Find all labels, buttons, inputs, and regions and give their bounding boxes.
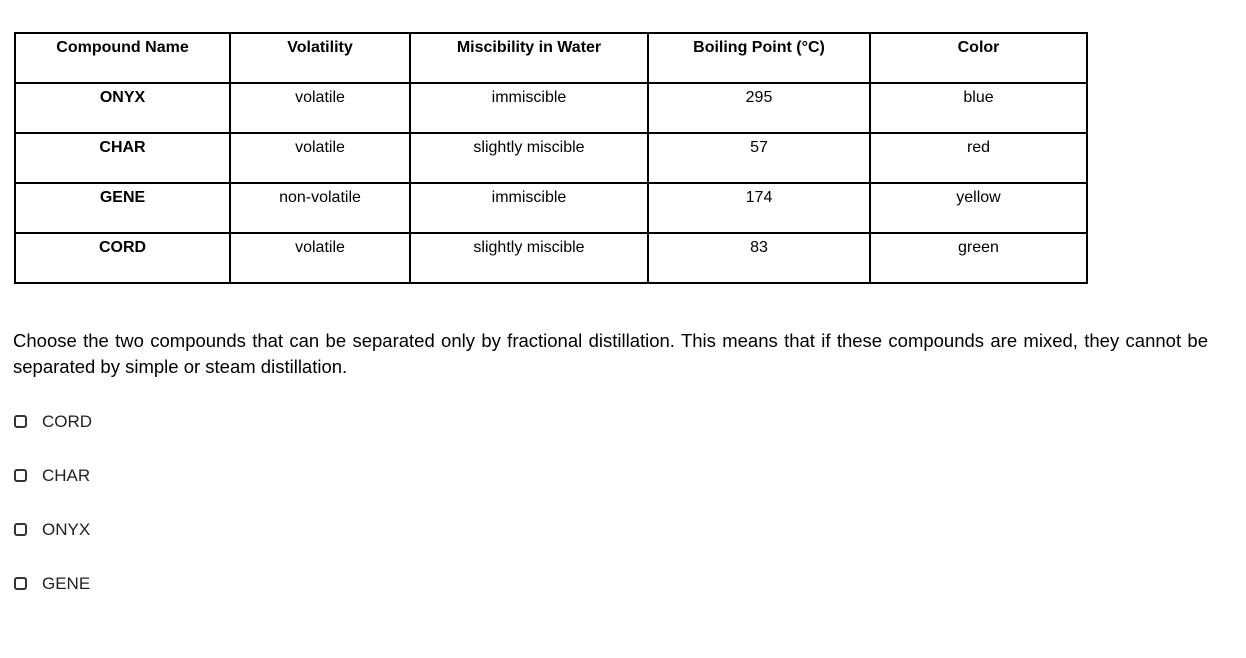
- table-row: [15, 133, 1087, 183]
- option-label[interactable]: CHAR: [42, 466, 91, 485]
- cell-boiling-point: 174: [648, 183, 870, 233]
- table-row: [15, 233, 1087, 283]
- cell-color: green: [870, 233, 1087, 283]
- header-miscibility: Miscibility in Water: [410, 33, 648, 83]
- option-label[interactable]: ONYX: [42, 520, 91, 539]
- table-row: [15, 183, 1087, 233]
- option-label[interactable]: CORD: [42, 412, 93, 431]
- option-char[interactable]: [14, 464, 92, 518]
- header-boiling-point: Boiling Point (°C): [648, 33, 870, 83]
- cell-compound-name: ONYX: [15, 83, 230, 133]
- cell-volatility: non-volatile: [230, 183, 410, 233]
- checkbox[interactable]: [14, 523, 27, 536]
- cell-miscibility: immiscible: [410, 183, 648, 233]
- option-cord[interactable]: [14, 410, 92, 464]
- cell-color: blue: [870, 83, 1087, 133]
- table-header-row: [15, 33, 1087, 83]
- compound-table: [14, 32, 1088, 284]
- cell-miscibility: immiscible: [410, 83, 648, 133]
- cell-color: red: [870, 133, 1087, 183]
- header-color: Color: [870, 33, 1087, 83]
- cell-compound-name: GENE: [15, 183, 230, 233]
- table-row: [15, 83, 1087, 133]
- cell-volatility: volatile: [230, 233, 410, 283]
- option-gene[interactable]: [14, 572, 92, 626]
- option-onyx[interactable]: [14, 518, 92, 572]
- cell-miscibility: slightly miscible: [410, 233, 648, 283]
- cell-boiling-point: 83: [648, 233, 870, 283]
- cell-compound-name: CORD: [15, 233, 230, 283]
- cell-miscibility: slightly miscible: [410, 133, 648, 183]
- header-volatility: Volatility: [230, 33, 410, 83]
- cell-boiling-point: 57: [648, 133, 870, 183]
- option-label[interactable]: GENE: [42, 574, 91, 593]
- header-compound-name: Compound Name: [15, 33, 230, 83]
- checkbox[interactable]: [14, 577, 27, 590]
- question-text: Choose the two compounds that can be separated only by fractional distillation. This means that if these compounds are mixed, they cannot be separated by simple or steam distillation.: [13, 330, 1208, 377]
- checkbox[interactable]: [14, 469, 27, 482]
- cell-boiling-point: 295: [648, 83, 870, 133]
- cell-volatility: volatile: [230, 83, 410, 133]
- cell-volatility: volatile: [230, 133, 410, 183]
- cell-color: yellow: [870, 183, 1087, 233]
- checkbox[interactable]: [14, 415, 27, 428]
- answer-options: [14, 410, 92, 626]
- cell-compound-name: CHAR: [15, 133, 230, 183]
